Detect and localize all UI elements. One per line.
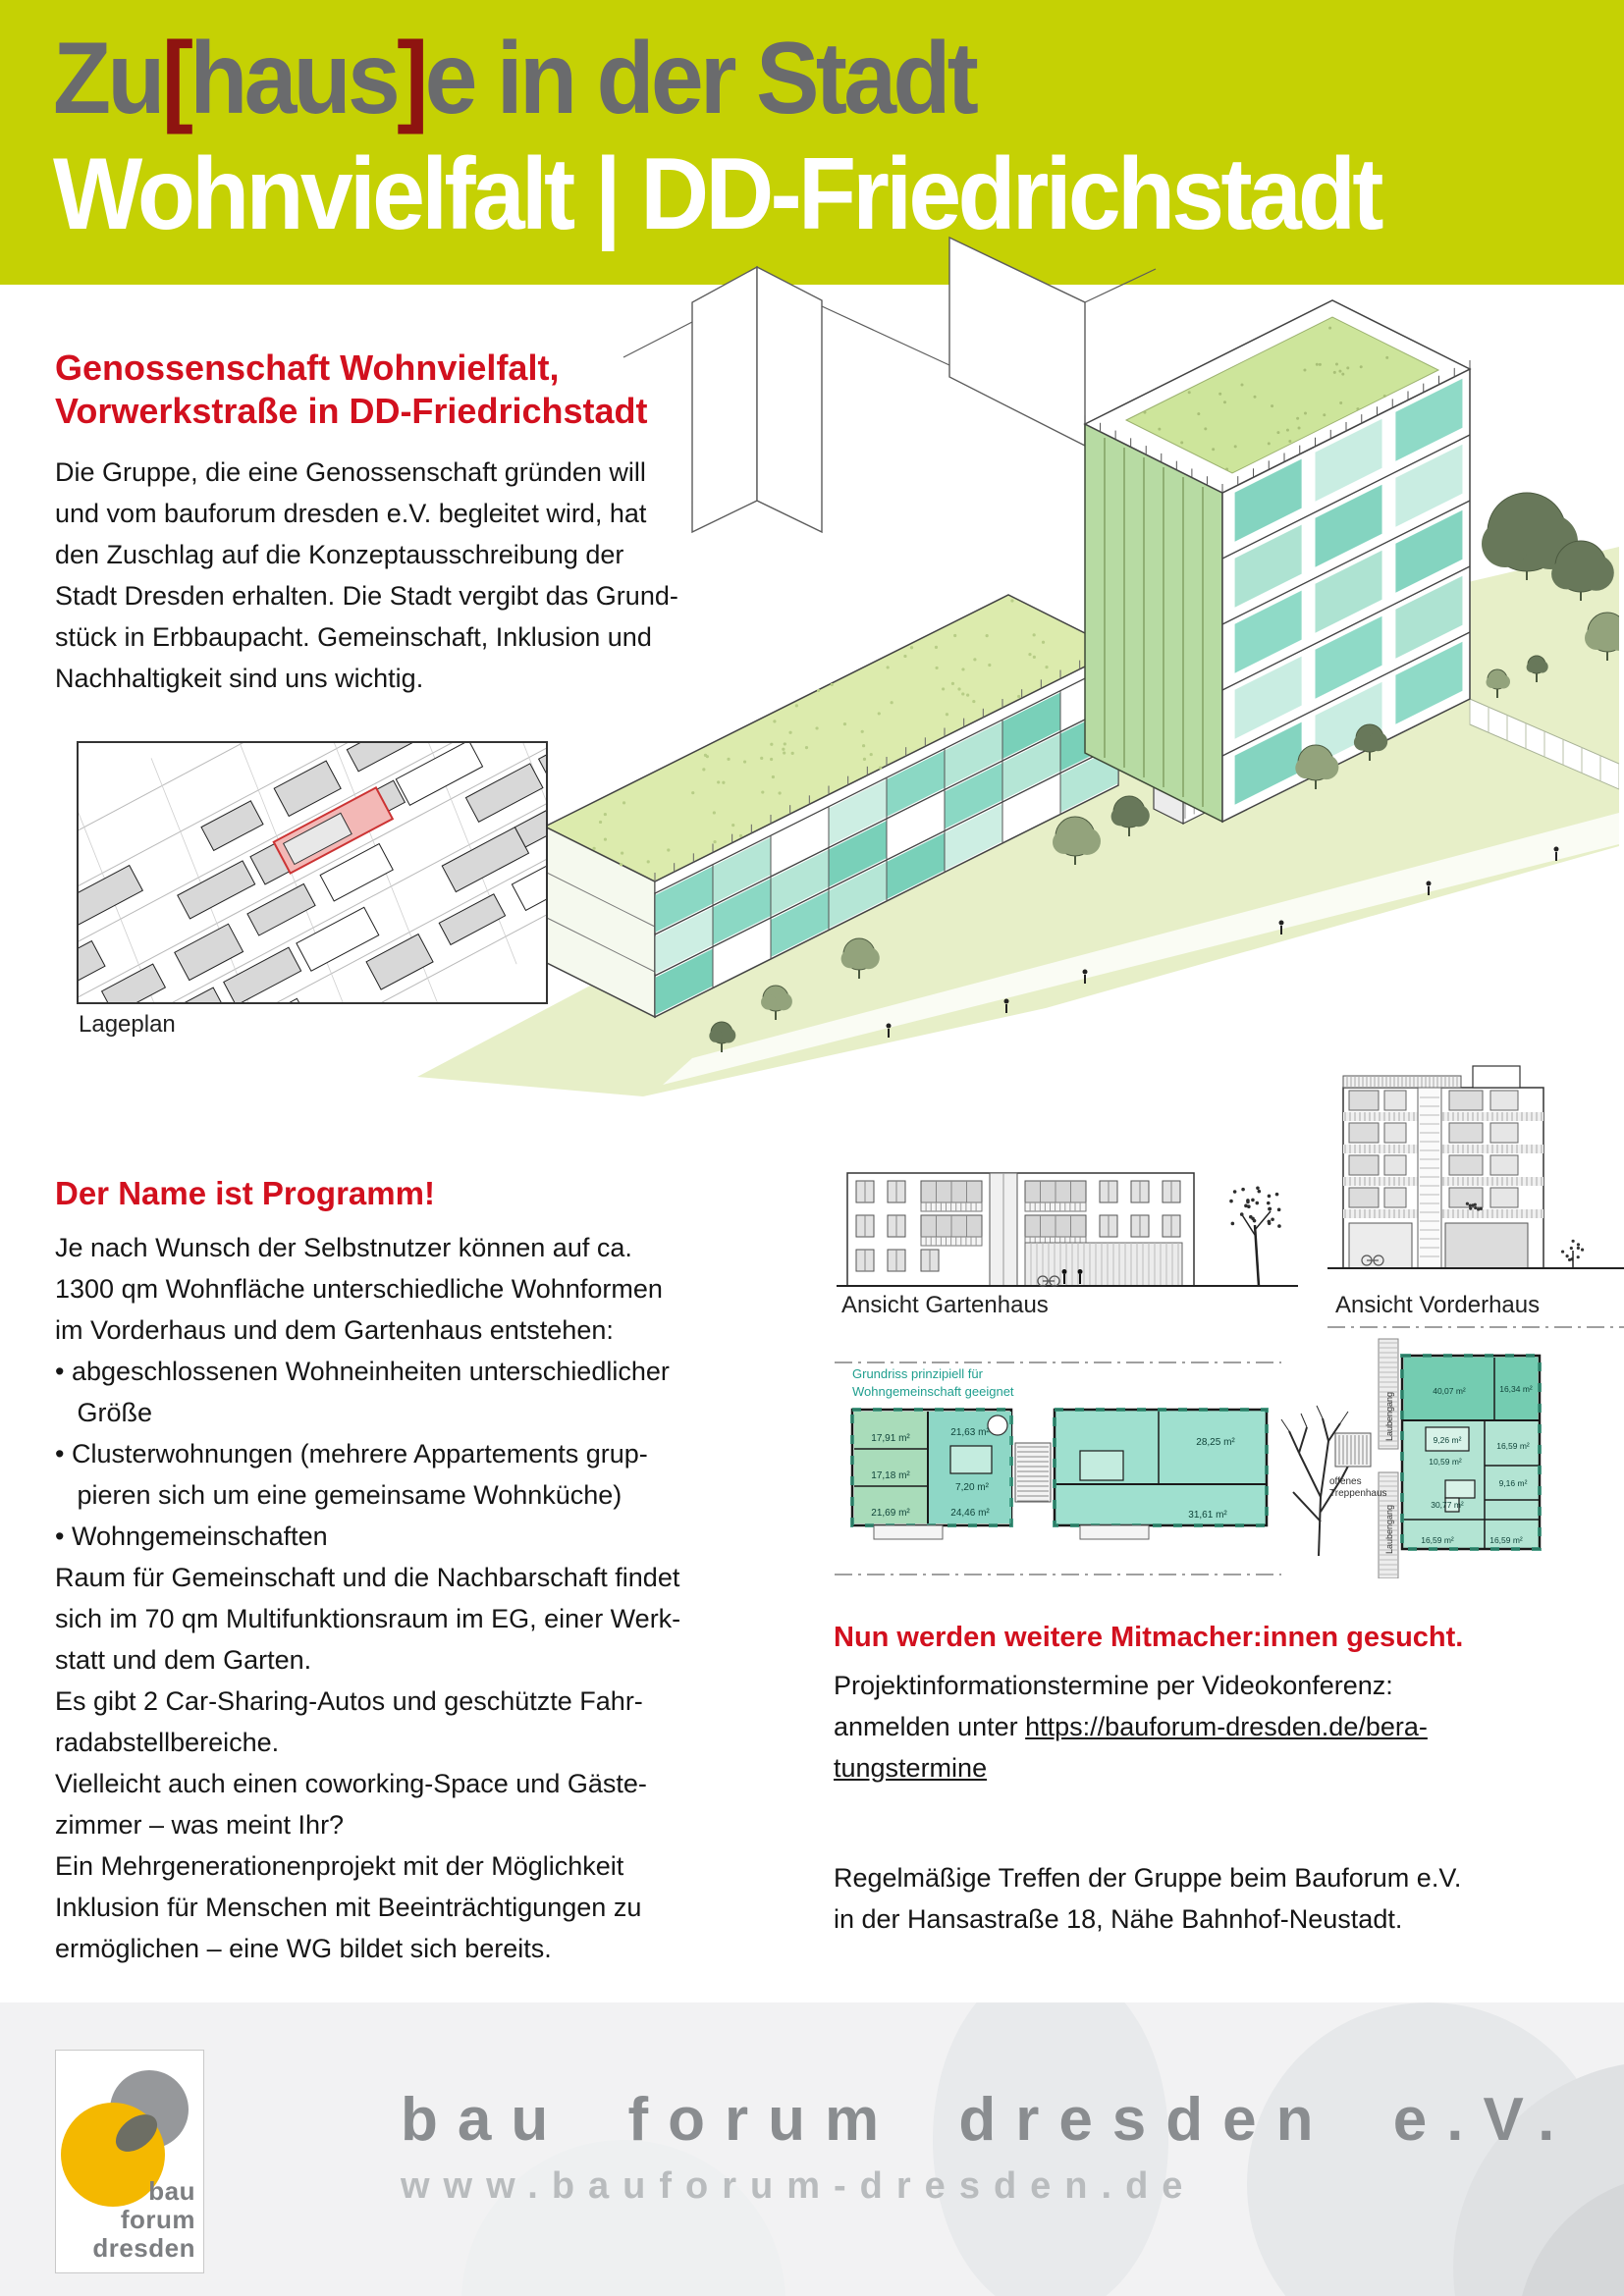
room-area-label: 16,34 m² <box>1499 1384 1533 1394</box>
laubengang-label: Laubengang <box>1384 1504 1394 1555</box>
registration-link-continued[interactable]: tungstermine <box>834 1753 988 1783</box>
intro-paragraph <box>55 452 678 699</box>
text-line: • Clusterwohnungen (mehrere Appartements grup- <box>55 1439 648 1468</box>
text-line: Ein Mehrgenerationenprojekt mit der Möglichkeit <box>55 1851 624 1881</box>
front-elevation-caption: Ansicht Vorderhaus <box>1335 1292 1541 1318</box>
room-area-label: 21,69 m² <box>871 1508 910 1519</box>
text-line: ermöglichen – eine WG bildet sich bereits. <box>55 1934 552 1963</box>
bracket-open: [ <box>161 22 190 135</box>
text-line: statt und dem Garten. <box>55 1645 312 1675</box>
contact-line2 <box>834 1706 1428 1747</box>
treppenhaus-label: offenes <box>1329 1476 1362 1487</box>
floorplan-note-line1: Grundriss prinzipiell für <box>852 1366 983 1381</box>
logo-word-forum: forum <box>120 2205 195 2234</box>
text-line: radabstellbereiche. <box>55 1728 280 1757</box>
intro-heading-line2: Vorwerkstraße in DD-Friedrichstadt <box>55 391 648 431</box>
room-area-label: 24,46 m² <box>950 1508 990 1519</box>
text-line: Raum für Gemeinschaft und die Nachbarschaft findet <box>55 1563 680 1592</box>
text-line: Vielleicht auch einen coworking-Space und Gäste- <box>55 1769 647 1798</box>
program-paragraph <box>55 1227 680 1969</box>
logo-word-bau: bau <box>148 2176 195 2206</box>
footer-url[interactable]: www.bauforum-dresden.de <box>401 2165 1197 2207</box>
logo-word-dresden: dresden <box>92 2233 195 2263</box>
poster-subtitle: Wohnvielfalt | DD-Friedrichstadt <box>53 137 1380 251</box>
room-area-label: 7,20 m² <box>955 1482 989 1493</box>
front-house-floorplan <box>1327 1323 1624 1578</box>
text-line: pieren sich um eine gemeinsame Wohnküche) <box>55 1480 623 1510</box>
text-line: Je nach Wunsch der Selbstnutzer können auf ca. <box>55 1233 632 1262</box>
contact-line1: Projektinformationstermine per Videokonferenz: <box>834 1671 1393 1700</box>
room-area-label: 28,25 m² <box>1196 1437 1235 1448</box>
footer <box>0 2002 1624 2296</box>
registration-link[interactable]: https://bauforum-dresden.de/bera- <box>1025 1712 1428 1741</box>
site-plan-caption: Lageplan <box>79 1011 176 1038</box>
meeting-line2: in der Hansastraße 18, Nähe Bahnhof-Neustadt. <box>834 1904 1403 1934</box>
text-line: Die Gruppe, die eine Genossenschaft gründen will <box>55 457 646 487</box>
contact-heading: Nun werden weitere Mitmacher:innen gesucht. <box>834 1622 1464 1653</box>
text-line: Nachhaltigkeit sind uns wichtig. <box>55 664 424 693</box>
site-plan-map <box>77 741 548 1004</box>
intro-heading <box>55 347 647 433</box>
room-area-label: 21,63 m² <box>950 1427 990 1438</box>
intro-heading-line1: Genossenschaft Wohnvielfalt, <box>55 347 560 388</box>
decorative-circle <box>461 2140 785 2296</box>
contact-line2-prefix: anmelden unter <box>834 1712 1026 1741</box>
bracket-close: ] <box>397 22 425 135</box>
text-line: zimmer – was meint Ihr? <box>55 1810 345 1840</box>
program-heading: Der Name ist Programm! <box>55 1175 435 1211</box>
text-line: stück in Erbbaupacht. Gemeinschaft, Inklusion und <box>55 622 652 652</box>
floorplan-note-line2: Wohngemeinschaft geeignet <box>852 1384 1014 1399</box>
text-line: Stadt Dresden erhalten. Die Stadt vergibt das Grund- <box>55 581 678 611</box>
room-area-label: 9,26 m² <box>1433 1435 1462 1445</box>
text-line: 1300 qm Wohnfläche unterschiedliche Wohnformen <box>55 1274 663 1304</box>
room-area-label: 9,16 m² <box>1498 1478 1528 1488</box>
room-area-label: 16,59 m² <box>1421 1535 1454 1545</box>
room-area-label: 10,59 m² <box>1429 1457 1462 1467</box>
text-line: Größe <box>55 1398 153 1427</box>
room-area-label: 30,77 m² <box>1431 1500 1464 1510</box>
room-area-label: 17,91 m² <box>871 1433 910 1444</box>
text-line: sich im 70 qm Multifunktionsraum im EG, einer Werk- <box>55 1604 681 1633</box>
garden-house-floorplan <box>835 1353 1281 1578</box>
text-line: Es gibt 2 Car-Sharing-Autos und geschützte Fahr- <box>55 1686 643 1716</box>
text-line: den Zuschlag auf die Konzeptausschreibung der <box>55 540 624 569</box>
room-area-label: 31,61 m² <box>1188 1510 1227 1521</box>
room-area-label: 40,07 m² <box>1433 1386 1466 1396</box>
meeting-line1: Regelmäßige Treffen der Gruppe beim Bauforum e.V. <box>834 1863 1462 1893</box>
contact-line3 <box>834 1747 987 1789</box>
room-area-label: 16,59 m² <box>1489 1535 1523 1545</box>
text-line: • Wohngemeinschaften <box>55 1522 328 1551</box>
text-line: • abgeschlossenen Wohneinheiten unterschiedlicher <box>55 1357 670 1386</box>
poster-title: Zu[haus]e in der Stadt <box>53 22 976 135</box>
treppenhaus-label: Treppenhaus <box>1329 1488 1387 1499</box>
laubengang-label: Laubengang <box>1384 1391 1394 1442</box>
room-area-label: 17,18 m² <box>871 1470 910 1481</box>
footer-brand: bau forum dresden e.V. <box>401 2086 1575 2154</box>
text-line: im Vorderhaus und dem Gartenhaus entstehen: <box>55 1315 614 1345</box>
text-line: Inklusion für Menschen mit Beeinträchtigungen zu <box>55 1893 642 1922</box>
logo-wordmark <box>92 2177 195 2263</box>
room-area-label: 16,59 m² <box>1496 1441 1530 1451</box>
garden-house-elevation <box>837 1127 1298 1299</box>
garden-elevation-caption: Ansicht Gartenhaus <box>841 1292 1049 1318</box>
front-house-elevation <box>1327 1058 1624 1299</box>
bauforum-logo <box>55 2050 204 2273</box>
text-line: und vom bauforum dresden e.V. begleitet wird, hat <box>55 499 647 528</box>
